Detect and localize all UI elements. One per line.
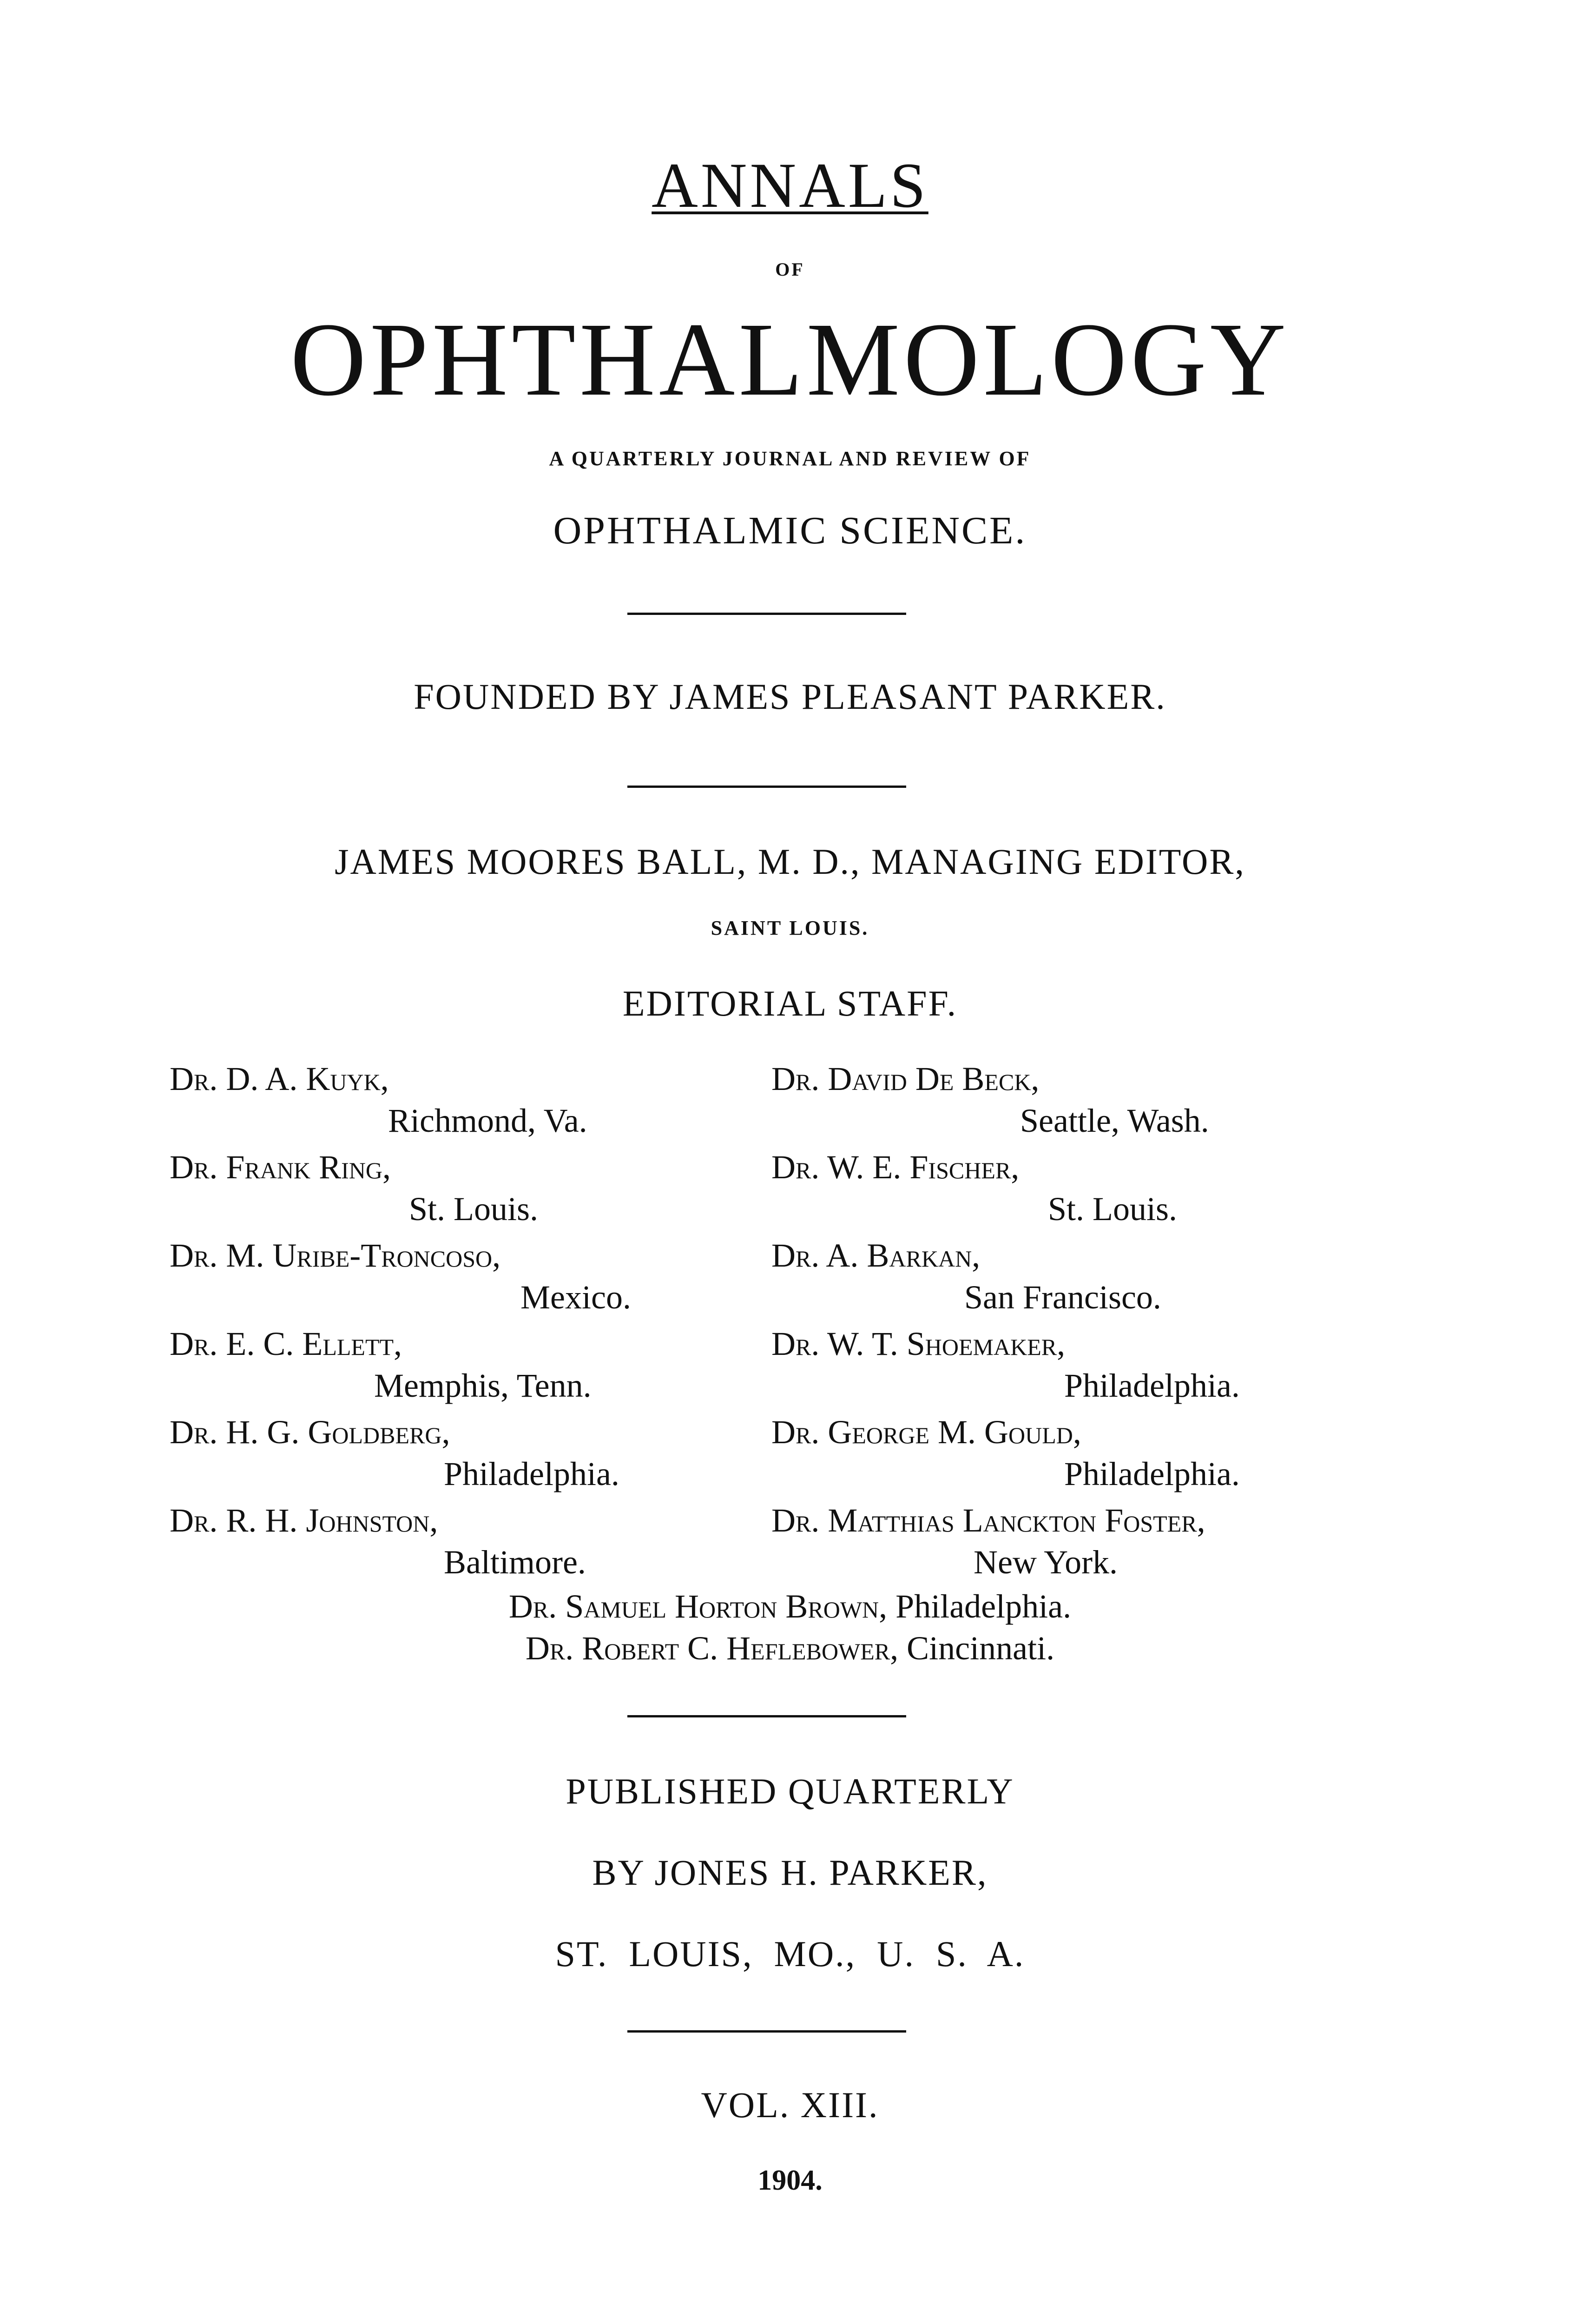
founder-line: FOUNDED BY JAMES PLEASANT PARKER.: [414, 676, 1166, 717]
staff-name: Dr. David De Beck,: [771, 1060, 1040, 1097]
staff-name: Dr. Robert C. Heflebower,: [525, 1630, 899, 1667]
editor-city: SAINT LOUIS.: [711, 917, 869, 939]
staff-heading: EDITORIAL STAFF.: [622, 983, 958, 1023]
divider-rule: [627, 2030, 906, 2033]
publication-year: 1904.: [757, 2165, 823, 2196]
divider-rule: [627, 1715, 906, 1717]
staff-name: Dr. D. A. Kuyk,: [170, 1060, 389, 1097]
staff-name: Dr. A. Barkan,: [771, 1237, 981, 1274]
staff-place: Philadelphia.: [444, 1455, 619, 1492]
staff-name: Dr. E. C. Ellett,: [170, 1325, 402, 1362]
staff-name: Dr. H. G. Goldberg,: [170, 1413, 450, 1451]
managing-editor: JAMES MOORES BALL, M. D., MANAGING EDITOR,: [335, 841, 1245, 882]
staff-place: Baltimore.: [444, 1544, 586, 1581]
publication-location: ST. LOUIS, MO., U. S. A.: [555, 1934, 1025, 1974]
staff-name: Dr. R. H. Johnston,: [170, 1502, 438, 1539]
divider-rule: [627, 613, 906, 615]
staff-place: Richmond, Va.: [388, 1102, 587, 1139]
journal-subtitle: A QUARTERLY JOURNAL AND REVIEW OF: [549, 447, 1031, 470]
staff-name: Dr. Samuel Horton Brown,: [508, 1588, 888, 1625]
staff-name: Dr. Matthias Lanckton Foster,: [771, 1502, 1205, 1539]
staff-name: Dr. George M. Gould,: [771, 1413, 1081, 1451]
staff-place: New York.: [974, 1544, 1118, 1581]
staff-place: Cincinnati.: [907, 1630, 1055, 1667]
staff-place: Philadelphia.: [1064, 1455, 1240, 1492]
staff-name: Dr. W. E. Fischer,: [771, 1149, 1020, 1186]
publisher-line: BY JONES H. PARKER,: [592, 1852, 988, 1893]
staff-place: Philadelphia.: [895, 1588, 1072, 1625]
staff-place: San Francisco.: [964, 1279, 1161, 1316]
staff-name: Dr. Frank Ring,: [170, 1149, 391, 1186]
publication-frequency: PUBLISHED QUARTERLY: [566, 1771, 1014, 1811]
journal-annals: ANNALS: [652, 150, 928, 221]
staff-place: Philadelphia.: [1064, 1367, 1240, 1404]
staff-place: Seattle, Wash.: [1020, 1102, 1209, 1139]
volume-number: VOL. XIII.: [701, 2085, 879, 2125]
journal-of: OF: [775, 259, 805, 280]
staff-place: St. Louis.: [1048, 1190, 1178, 1228]
staff-bottom-line: [0, 1590, 1580, 1623]
staff-name: Dr. W. T. Shoemaker,: [771, 1325, 1066, 1362]
divider-rule: [627, 786, 906, 788]
journal-title: OPHTHALMOLOGY: [290, 301, 1290, 417]
staff-place: St. Louis.: [409, 1190, 539, 1228]
staff-place: Mexico.: [520, 1279, 631, 1316]
staff-place: Memphis, Tenn.: [374, 1367, 592, 1404]
staff-bottom-line: [0, 1631, 1580, 1665]
staff-name: Dr. M. Uribe-Troncoso,: [170, 1237, 501, 1274]
journal-subject: OPHTHALMIC SCIENCE.: [553, 509, 1027, 552]
